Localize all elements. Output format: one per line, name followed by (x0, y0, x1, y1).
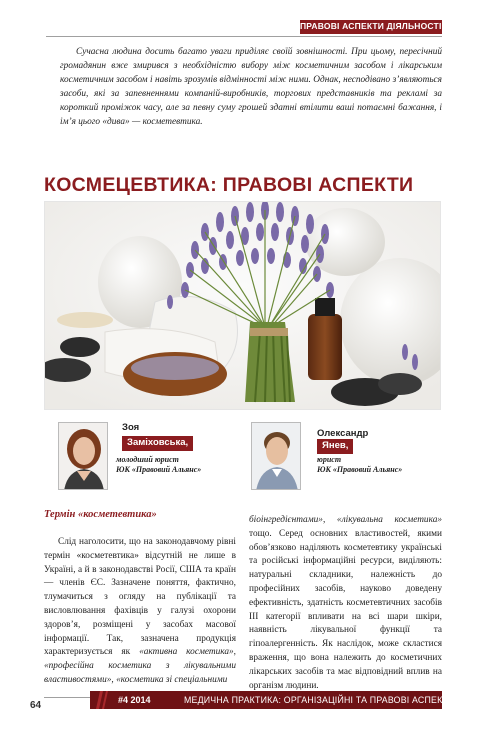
body-left-term-3: «косметика зі спеціальними (116, 674, 228, 685)
author-card-2 (251, 422, 431, 492)
intro-paragraph: Сучасна людина досить багато уваги приділяє своїй зовнішності. При цьому, пересічний громадянин вже змирився з необхідністю вибору між косметичним засобом і лікарським косметичним засобом і навіть зрозумів відмінності між ними. Однак, несподівано з’являються засоби, які за запевненнями компаній-виробників, торгових представників та рекламі за короткий проміжок часу, але за певну суму грошей здатні втілити ваші потаємні бажання, і ім’я цього «дива» — косметевтика. (60, 47, 442, 127)
journal-logo-icon (94, 691, 108, 709)
body-left-text: Слід наголосити, що на законодавчому рівні термін «косметевтика» відсутній не лише в Україні, а й в законодавстві Росії, США та країн — членів ЄС. Зазначене поняття, фактично, тлумачиться з огляду на публікації та висловлювання фахівців у галузі охорони здоров’я, розміщені у засобах масової інформації. Так, зазначена продукція характеризується як (44, 537, 236, 658)
body-column-right (249, 514, 442, 693)
section-header-title: ПРАВОВІ АСПЕКТИ ДІЯЛЬНОСТІ (300, 21, 442, 31)
author-1-photo (58, 422, 108, 490)
body-right-text: тощо. Серед основних властивостей, якими обов’язково наділяють косметевтику українські та російські інформаційні ресурси, виділяють: натуральні складники, належність до професійних засобів, науково доведену ефективність, здатність косметевтичних засобів ІІІ категорії впливати на всі шари шкіри, наявність лікувальної функції та гіпоалергенність. Як наслідок, може скластися враження, що вона належить до косметичних лікарських засобів та має відповідний вплив на організм людини. (249, 528, 442, 691)
author-1-last-name: Заміховська, (122, 436, 193, 451)
section-heading: Термін «косметевтика» (44, 509, 157, 520)
body-left-sep-1: , (233, 647, 236, 658)
author-2-photo (251, 422, 301, 490)
body-right-term-2: «лікувальна косметика» (336, 515, 442, 525)
body-right-sep: , (322, 515, 337, 525)
body-left-term-2: «професійна косметика з лікувальними властивостями» (44, 661, 236, 685)
article-title: КОСМЕЦЕВТИКА: ПРАВОВІ АСПЕКТИ (44, 174, 414, 196)
body-right-term-1: біоінгредієнтами» (249, 515, 323, 525)
body-left-sep-2: , (111, 674, 117, 685)
header-divider (46, 36, 442, 37)
author-2-last-name: Янев, (317, 439, 353, 454)
author-1-org: ЮК «Правовий Альянс» (116, 465, 202, 474)
author-2-first-name: Олександр (317, 428, 369, 439)
page-number: 64 (30, 700, 42, 711)
journal-title: МЕДИЧНА ПРАКТИКА: ОРГАНІЗАЦІЙНІ ТА ПРАВОВІ АСПЕКТИ (184, 695, 455, 705)
lavender-spa-photo (44, 201, 441, 410)
body-column-left (44, 536, 236, 688)
author-2-org: ЮК «Правовий Альянс» (317, 465, 403, 474)
author-1-role: молодший юрист (116, 455, 179, 464)
body-left-term-1: «активна косметика» (139, 647, 234, 658)
author-2-role: юрист (317, 455, 342, 464)
issue-number: #4 2014 (118, 695, 151, 705)
author-1-first-name: Зоя (122, 422, 140, 433)
author-card-1 (58, 422, 238, 492)
